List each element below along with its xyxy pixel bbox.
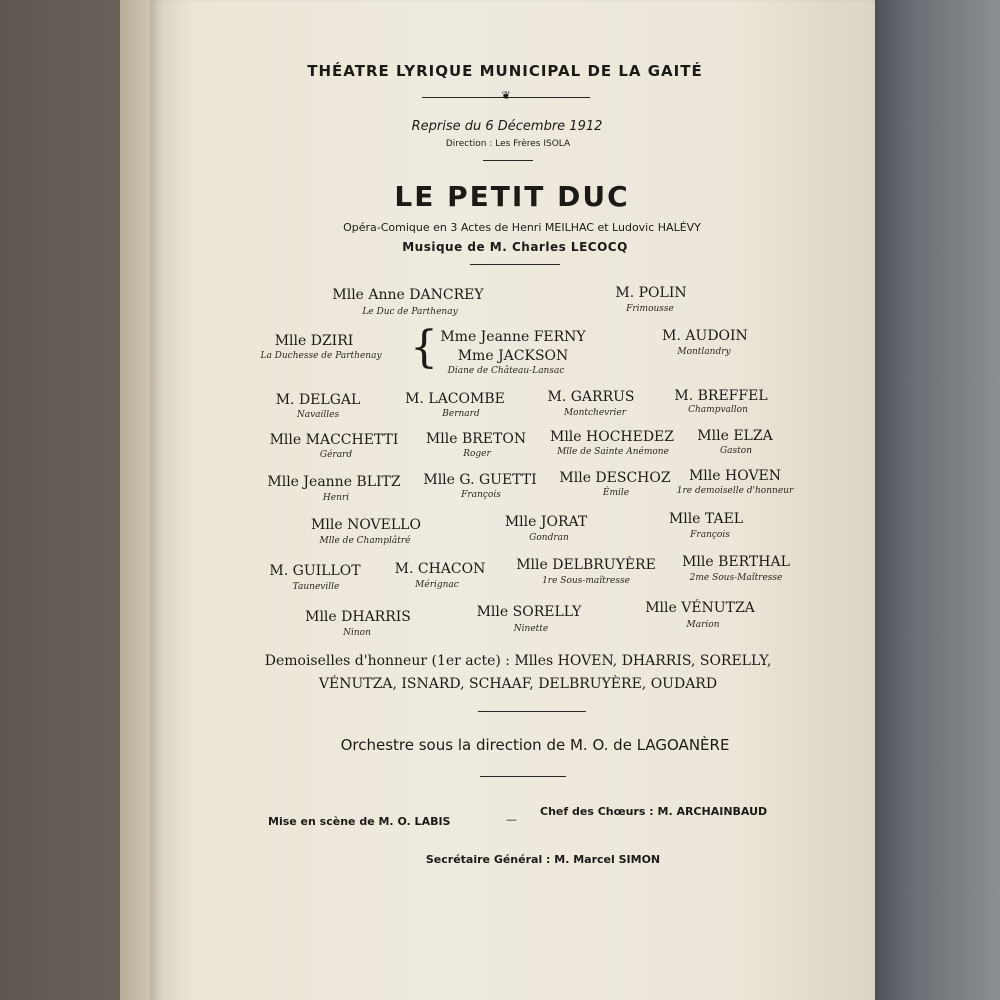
cast-name: Mlle DELBRUYÈRE [516,557,656,573]
cast-name: Mlle NOVELLO [311,517,421,533]
cast-name: Mlle BRETON [425,431,527,447]
cast-role: Le Duc de Parthenay [362,307,458,317]
reprise-date: Reprise du 6 Décembre 1912 [411,119,603,134]
cast-role: François [461,490,501,500]
cast-role: Henri [322,493,350,503]
cast-name: M. GUILLOT [269,563,361,579]
cast-name: M. POLIN [615,285,687,301]
cast-role: Frimousse [626,304,674,314]
cast-role: Roger [463,449,491,459]
cast-brace-icon: { [410,322,438,373]
cast-role: Émile [602,488,630,498]
theatre-name: THÉATRE LYRIQUE MUNICIPAL DE LA GAITÉ [307,62,703,80]
small-rule [483,160,533,161]
cast-name: Mlle TAEL [668,511,744,527]
cast-name: M. LACOMBE [405,391,505,407]
cast-name: Mlle SORELLY [476,604,582,620]
work-subtitle: Opéra-Comique en 3 Actes de Henri MEILHAC et Ludovic HALÉVY [343,221,701,234]
title-rule [470,264,560,265]
cast-role: Ninon [343,628,371,638]
work-title: LE PETIT DUC [394,180,630,213]
mise-en-scene-credit: Mise en scène de M. O. LABIS [268,815,451,828]
demoiselles-line-2: VÉNUTZA, ISNARD, SCHAAF, DELBRUYÈRE, OUDARD [318,676,718,692]
direction-line: Direction : Les Frères ISOLA [445,139,571,149]
chef-des-choeurs-credit: Chef des Chœurs : M. ARCHAINBAUD [540,805,768,818]
secretaire-credit: Secrétaire Général : M. Marcel SIMON [425,853,661,866]
cast-role: 2me Sous-Maîtresse [689,573,783,583]
cast-role: Tauneville [292,582,340,592]
cast-name: Mlle HOVEN [688,468,782,484]
cast-name: Mlle MACCHETTI [269,432,399,448]
program-page [150,0,875,1000]
cast-role: 1re demoiselle d'honneur [676,486,794,496]
orchestre-credit: Orchestre sous la direction de M. O. de LAGOANÈRE [340,736,730,754]
cast-role: Mérignac [415,580,459,590]
background-strip [875,0,1000,1000]
cast-role: François [690,530,730,540]
cast-name: Mlle DESCHOZ [559,470,671,486]
cast-role: Montchevrier [563,408,627,418]
header-ornament-icon: ❦ [501,89,511,102]
cast-role: Mlle de Champlâtré [319,536,411,546]
cast-name: Mlle G. GUETTI [423,472,537,488]
music-credit: Musique de M. Charles LECOCQ [402,240,628,254]
cast-name: M. BREFFEL [674,388,768,404]
cast-name: Mlle JORAT [504,514,588,530]
cast-name: M. AUDOIN [662,328,748,344]
cast-role: Gondran [529,533,569,543]
cast-name: Mlle DHARRIS [305,609,411,625]
cast-name: Mlle DZIRI [274,333,354,349]
cast-role: Navailles [296,410,340,420]
demoiselles-line-1: Demoiselles d'honneur (1er acte) : Mlles HOVEN, DHARRIS, SORELLY, [264,653,772,669]
cast-role: Diane de Château-Lansac [447,366,565,376]
cast-role: Gérard [319,450,353,460]
credits-dash: — [506,813,517,826]
section-rule [480,776,566,777]
cast-name: Mlle BERTHAL [682,554,790,570]
cast-role: Montlandry [677,347,731,357]
cast-name: Mlle Anne DANCREY [332,287,484,303]
cast-role: La Duchesse de Parthenay [260,351,382,361]
cast-role: Gaston [719,446,753,456]
section-rule [478,711,586,712]
cast-name: Mlle VÉNUTZA [645,600,755,616]
cast-role: Marion [686,620,720,630]
cast-name: Mme Jeanne FERNY [440,329,586,345]
cast-role: 1re Sous-maîtresse [542,576,630,586]
cast-name: Mlle ELZA [697,428,773,444]
cast-role: Champvallon [688,405,748,415]
cast-name: M. CHACON [394,561,486,577]
cast-name: M. GARRUS [547,389,635,405]
cast-role: Mlle de Sainte Anémone [557,447,669,457]
cast-role: Bernard [442,409,480,419]
cast-role: Ninette [513,624,549,634]
cast-name: M. DELGAL [275,392,361,408]
cast-name: Mlle Jeanne BLITZ [267,474,401,490]
cast-name: Mlle HOCHEDEZ [549,429,675,445]
cast-name: Mme JACKSON [457,348,569,364]
